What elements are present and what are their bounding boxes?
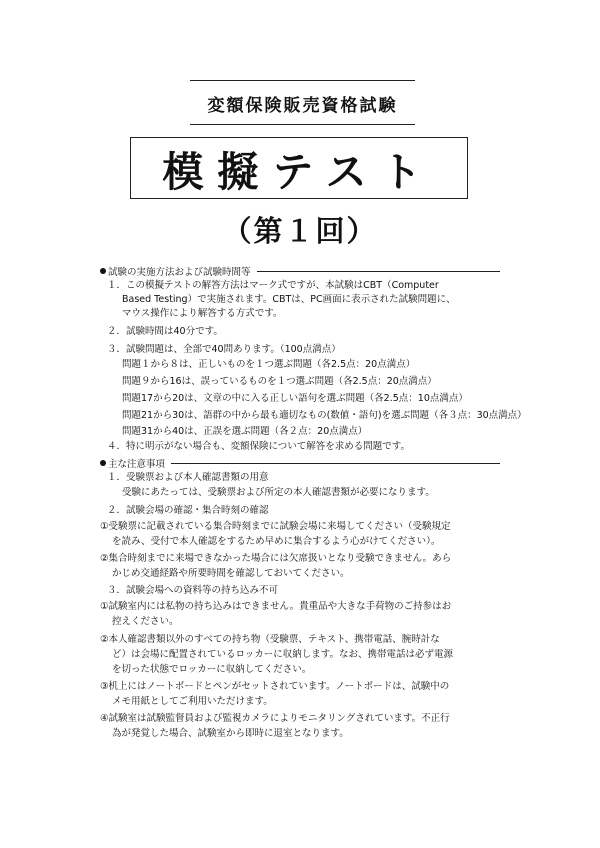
text-line: Based Testing）で実施されます。CBTは、PC画面に表示された試験問題に、 xyxy=(122,294,456,305)
text-line: ど）は会場に配置されているロッカーに収納します。なお、携帯電話は必ず電源 xyxy=(112,649,454,660)
exam-name-block xyxy=(190,80,415,125)
bullet-icon xyxy=(100,268,106,274)
text-line: 問題17から20は、文章の中に入る正しい語句を選ぶ問題（各2.5点：10点満点） xyxy=(122,393,468,404)
section-heading-notes xyxy=(100,457,500,469)
text-line: ①試験室内には私物の持ち込みはできません。貴重品や大きな手荷物のご持参はお xyxy=(100,601,452,612)
text-line: 問題９から16は、誤っているものを１つ選ぶ問題（各2.5点：20点満点） xyxy=(122,376,437,387)
section-heading-label: 試験の実施方法および試験時間等 xyxy=(108,267,251,278)
text-line: 問題１から８は、正しいものを１つ選ぶ問題（各2.5点：20点満点） xyxy=(122,359,416,370)
text-line: １．この模擬テストの解答方法はマーク式ですが、本試験はCBT（Computer xyxy=(107,280,439,291)
section-heading-label: 主な注意事項 xyxy=(108,459,166,470)
text-line: 問題31から40は、正誤を選ぶ問題（各２点：20点満点） xyxy=(122,426,368,437)
text-line: 問題21から30は、語群の中から最も適切なもの(数値・語句)を選ぶ問題（各３点：30点満点） xyxy=(122,410,527,421)
text-line: ２．試験時間は40分です。 xyxy=(107,326,223,337)
title-box xyxy=(130,137,468,199)
text-line: マウス操作により解答する方式です。 xyxy=(122,308,283,319)
exam-name-bottom-rule xyxy=(190,124,415,125)
document-subtitle: （第１回） xyxy=(222,214,378,248)
text-line: ３．試験問題は、全部で40問あります。（100点満点） xyxy=(107,344,341,355)
section-heading-rule xyxy=(257,271,500,272)
text-line: ③机上にはノートボードとペンがセットされています。ノートボードは、試験中の xyxy=(100,681,450,692)
text-line: 受験にあたっては、受験票および所定の本人確認書類が必要になります。 xyxy=(122,487,435,498)
document-title: 模擬テスト xyxy=(162,147,436,196)
text-line: ②本人確認書類以外のすべての持ち物（受験票、テキスト、携帯電話、腕時計な xyxy=(100,634,440,645)
bullet-icon xyxy=(100,460,106,466)
text-line: メモ用紙としてご利用いただけます。 xyxy=(112,696,273,707)
text-line: ②集合時刻までに来場できなかった場合には欠席扱いとなり受験できません。あら xyxy=(100,553,452,564)
text-line: かじめ交通経路や所要時間を確認しておいてください。 xyxy=(112,568,350,579)
section-heading-rule xyxy=(171,463,500,464)
text-line: を切った状態でロッカーに収納してください。 xyxy=(112,664,312,675)
text-line: を読み、受付で本人確認をするため早めに集合するよう心がけてください）。 xyxy=(112,536,441,547)
text-line: ３．試験会場への資料等の持ち込み不可 xyxy=(107,585,279,596)
text-line: ４．特に明示がない場合も、変額保険について解答を求める問題です。 xyxy=(107,441,411,452)
text-line: ④試験室は試験監督員および監視カメラによりモニタリングされています。不正行 xyxy=(100,713,450,724)
text-line: 控えください。 xyxy=(112,616,179,627)
text-line: １．受験票および本人確認書類の用意 xyxy=(107,472,269,483)
text-line: ２．試験会場の確認・集合時刻の確認 xyxy=(107,505,269,516)
text-line: ①受験票に記載されている集合時刻までに試験会場に来場してください（受験規定 xyxy=(100,521,451,532)
section-heading-exam-method xyxy=(100,265,500,277)
text-line: 為が発覚した場合、試験室から即時に退室となります。 xyxy=(112,728,349,739)
exam-name: 変額保険販売資格試験 xyxy=(207,96,398,116)
